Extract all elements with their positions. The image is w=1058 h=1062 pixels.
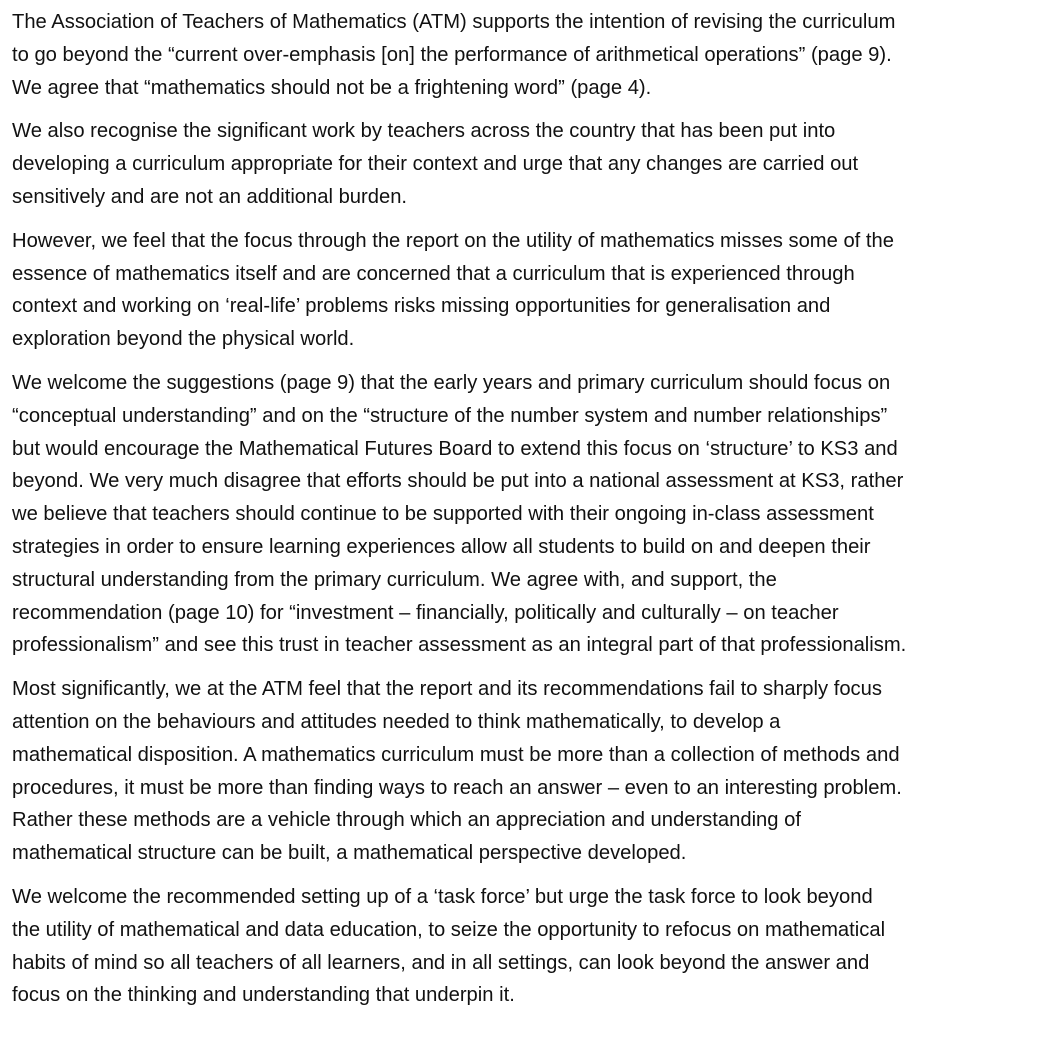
text-line: The Association of Teachers of Mathematics (ATM) supports the intention of revising the curriculum bbox=[12, 11, 896, 33]
text-line: structural understanding from the primary curriculum. We agree with, and support, the bbox=[12, 568, 777, 591]
text-line: mathematical structure can be built, a mathematical perspective developed. bbox=[12, 842, 687, 865]
paragraph-assessment bbox=[12, 367, 1050, 662]
text-line: “conceptual understanding” and on the “structure of the number system and number relationships” bbox=[12, 404, 888, 427]
text-line: essence of mathematics itself and are concerned that a curriculum that is experienced through bbox=[12, 262, 855, 285]
text-line: beyond. We very much disagree that efforts should be put into a national assessment at KS3, rather bbox=[12, 470, 904, 493]
paragraph-teachers-work bbox=[12, 115, 1050, 213]
text-line: However, we feel that the focus through the report on the utility of mathematics misses some of the bbox=[12, 229, 894, 252]
text-line: We welcome the suggestions (page 9) that the early years and primary curriculum should focus on bbox=[12, 371, 891, 394]
text-line: We also recognise the significant work by teachers across the country that has been put into bbox=[12, 120, 836, 143]
text-line: context and working on ‘real-life’ problems risks missing opportunities for generalisation and bbox=[12, 295, 831, 318]
text-line: Rather these methods are a vehicle through which an appreciation and understanding of bbox=[12, 809, 801, 832]
text-line: we believe that teachers should continue to be supported with their ongoing in-class assessment bbox=[12, 503, 874, 526]
text-line: We welcome the recommended setting up of a ‘task force’ but urge the task force to look beyond bbox=[12, 885, 873, 908]
text-line: We agree that “mathematics should not be a frightening word” (page 4). bbox=[12, 76, 652, 99]
text-line: to go beyond the “current over-emphasis [on] the performance of arithmetical operations” (page 9). bbox=[12, 43, 892, 66]
text-line: mathematical disposition. A mathematics curriculum must be more than a collection of methods and bbox=[12, 743, 900, 766]
text-line: sensitively and are not an additional burden. bbox=[12, 185, 408, 208]
text-line: exploration beyond the physical world. bbox=[12, 328, 355, 351]
paragraph-task-force bbox=[12, 881, 1050, 1012]
paragraph-utility-concern bbox=[12, 225, 1050, 356]
text-line: strategies in order to ensure learning experiences allow all students to build on and deepen their bbox=[12, 535, 871, 558]
text-line: recommendation (page 10) for “investment – financially, politically and culturally – on teacher bbox=[12, 601, 839, 624]
text-line: habits of mind so all teachers of all learners, and in all settings, can look beyond the answer and bbox=[12, 951, 870, 974]
text-line: developing a curriculum appropriate for their context and urge that any changes are carried out bbox=[12, 153, 859, 176]
text-line: procedures, it must be more than finding ways to reach an answer – even to an interesting problem. bbox=[12, 776, 902, 799]
paragraph-mathematical-disposition bbox=[12, 673, 1050, 870]
paragraph-intro bbox=[12, 6, 1050, 104]
text-line: but would encourage the Mathematical Futures Board to extend this focus on ‘structure’ to KS3 and bbox=[12, 437, 898, 460]
text-line: Most significantly, we at the ATM feel that the report and its recommendations fail to sharply focus bbox=[12, 678, 882, 701]
text-line: attention on the behaviours and attitudes needed to think mathematically, to develop a bbox=[12, 710, 781, 733]
text-line: professionalism” and see this trust in teacher assessment as an integral part of that professionalism. bbox=[12, 634, 907, 657]
text-line: the utility of mathematical and data education, to seize the opportunity to refocus on mathematical bbox=[12, 918, 886, 941]
text-line: focus on the thinking and understanding that underpin it. bbox=[12, 984, 515, 1007]
